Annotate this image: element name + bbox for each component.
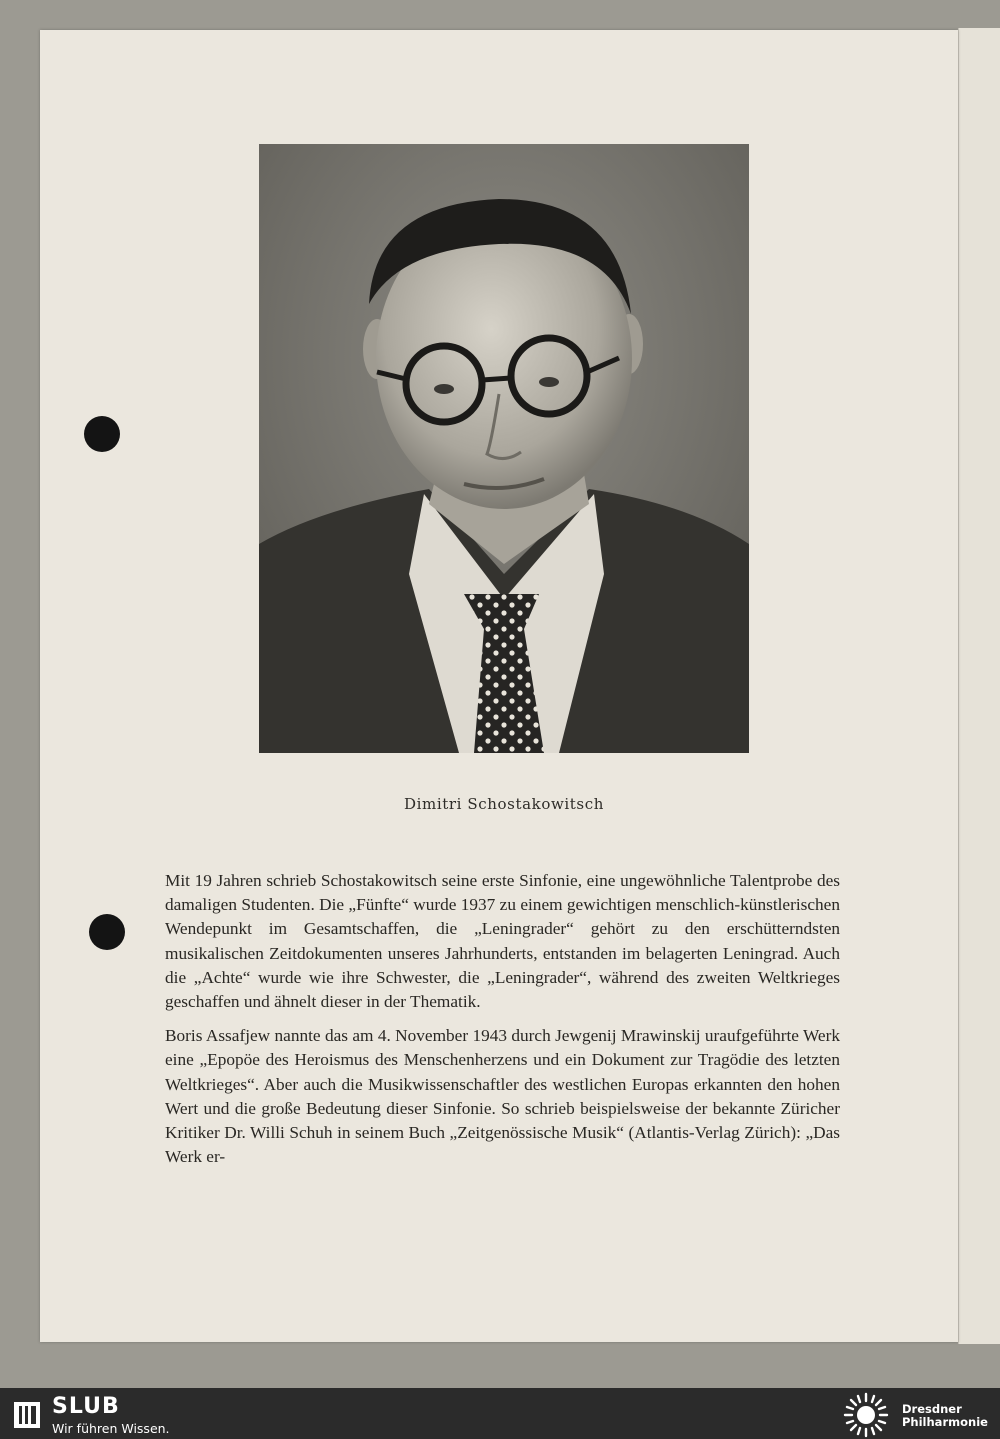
philharmonie-name-line2: Philharmonie — [902, 1415, 988, 1429]
philharmonie-sunburst-icon — [842, 1391, 890, 1439]
paragraph: Mit 19 Jahren schrieb Schostakowitsch seine erste Sinfonie, eine ungewöhnliche Talentprobe des damaligen Studenten. Die „Fünfte“ wurde 1937 zu einem gewichtigen menschlich-künstlerischen Wendepunkt im Gesamtschaffen, die „Leningrader“ gehört zu den erschütterndsten musikalischen Zeitdokumenten unseres Jahrhunderts, entstanden im belagerten Leningrad. Auch die „Achte“ wurde wie ihre Schwester, die „Leningrader“, während des zweiten Weltkrieges geschaffen und ähnelt dieser in der Thematik. — [165, 871, 840, 1012]
footer-bar — [0, 1388, 1000, 1439]
philharmonie-name — [902, 1403, 988, 1429]
slub-book-icon — [12, 1400, 42, 1430]
slub-tagline: Wir führen Wissen. — [52, 1421, 170, 1436]
punch-hole — [84, 416, 120, 452]
body-text — [165, 869, 840, 1179]
portrait-photo — [259, 144, 749, 753]
slub-name: SLUB — [52, 1394, 120, 1419]
adjacent-page-edge — [958, 28, 1000, 1344]
paragraph: Boris Assafjew nannte das am 4. November 1943 durch Jewgenij Mrawinskij uraufgeführte Werk eine „Epopöe des Heroismus des Menschenherzens und ein Dokument zur Tragödie des letzten Weltkrieges“. Aber auch die Musikwissenschaftler des westlichen Europas erkannten den hohen Wert und die große Bedeutung dieser Sinfonie. So schrieb beispielsweise der bekannte Züricher Kritiker Dr. Willi Schuh in seinem Buch „Zeitgenössische Musik“ (Atlantis-Verlag Zürich): „Das Werk er- — [165, 1026, 840, 1167]
photo-caption: Dimitri Schostakowitsch — [404, 795, 604, 813]
philharmonie-name-line1: Dresdner — [902, 1402, 962, 1416]
punch-hole — [89, 914, 125, 950]
